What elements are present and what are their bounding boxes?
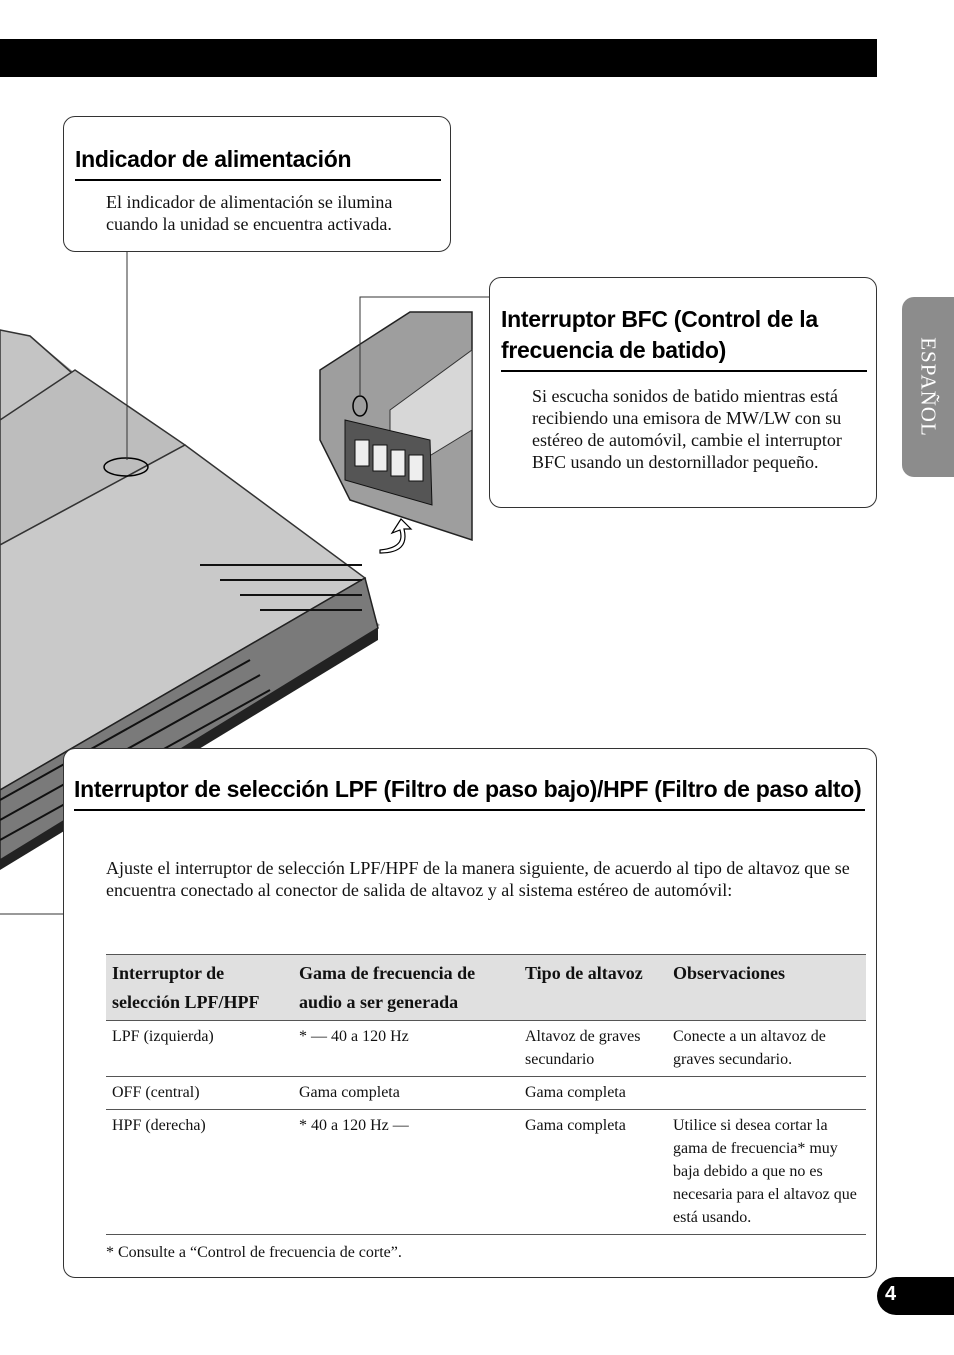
table-row xyxy=(106,1110,866,1235)
table-header-cell: Interruptor de selección LPF/HPF xyxy=(106,955,293,1021)
table-cell: Gama completa xyxy=(519,1110,667,1235)
table-cell: Gama completa xyxy=(519,1077,667,1110)
table-header-cell: Tipo de altavoz xyxy=(519,955,667,1021)
language-tab xyxy=(902,297,954,477)
lpf-hpf-title: Interruptor de selección LPF (Filtro de paso bajo)/HPF (Filtro de paso alto) xyxy=(74,774,865,811)
power-indicator-text: El indicador de alimentación se ilumina cuando la unidad se encuentra activada. xyxy=(106,192,393,234)
lpf-hpf-table xyxy=(106,954,866,1235)
table-cell: LPF (izquierda) xyxy=(106,1021,293,1077)
table-cell: * — 40 a 120 Hz xyxy=(293,1021,519,1077)
page-number: 4 xyxy=(885,1283,897,1305)
table-cell: OFF (central) xyxy=(106,1077,293,1110)
bfc-switch-box xyxy=(489,277,877,508)
table-row xyxy=(106,1077,866,1110)
page-number-tab xyxy=(877,1277,954,1315)
table-header-row xyxy=(106,955,866,1021)
table-cell: Utilice si desea cortar la gama de frecuencia* muy baja debido a que no es necesaria para el altavoz que está usando. xyxy=(667,1110,866,1235)
bfc-switch-text: Si escucha sonidos de batido mientras está recibiendo una emisora de MW/LW con su estéreo de automóvil, cambie el interruptor BFC usando un destornillador pequeño. xyxy=(532,386,842,472)
table-cell xyxy=(667,1077,866,1110)
power-indicator-box xyxy=(63,116,451,252)
table-cell: Gama completa xyxy=(293,1077,519,1110)
bfc-switch-title: Interruptor BFC (Control de la frecuencia de batido) xyxy=(501,304,867,372)
lpf-hpf-box xyxy=(63,748,877,1278)
rotate-arrow-icon xyxy=(380,519,411,553)
power-indicator-title: Indicador de alimentación xyxy=(75,144,441,181)
table-row xyxy=(106,1021,866,1077)
table-header-cell: Observaciones xyxy=(667,955,866,1021)
table-cell: HPF (derecha) xyxy=(106,1110,293,1235)
table-cell: * 40 a 120 Hz — xyxy=(293,1110,519,1235)
language-tab-label: ESPAÑOL xyxy=(916,337,941,437)
footnote: * Consulte a “Control de frecuencia de corte”. xyxy=(106,1244,402,1261)
table-cell: Altavoz de graves secundario xyxy=(519,1021,667,1077)
table-header-cell: Gama de frecuencia de audio a ser generada xyxy=(293,955,519,1021)
table-cell: Conecte a un altavoz de graves secundario. xyxy=(667,1021,866,1077)
lpf-hpf-intro: Ajuste el interruptor de selección LPF/HPF de la manera siguiente, de acuerdo al tipo de altavoz que se encuentra conectado al conector de salida de altavoz y al sistema estéreo de automóvil: xyxy=(106,858,850,900)
